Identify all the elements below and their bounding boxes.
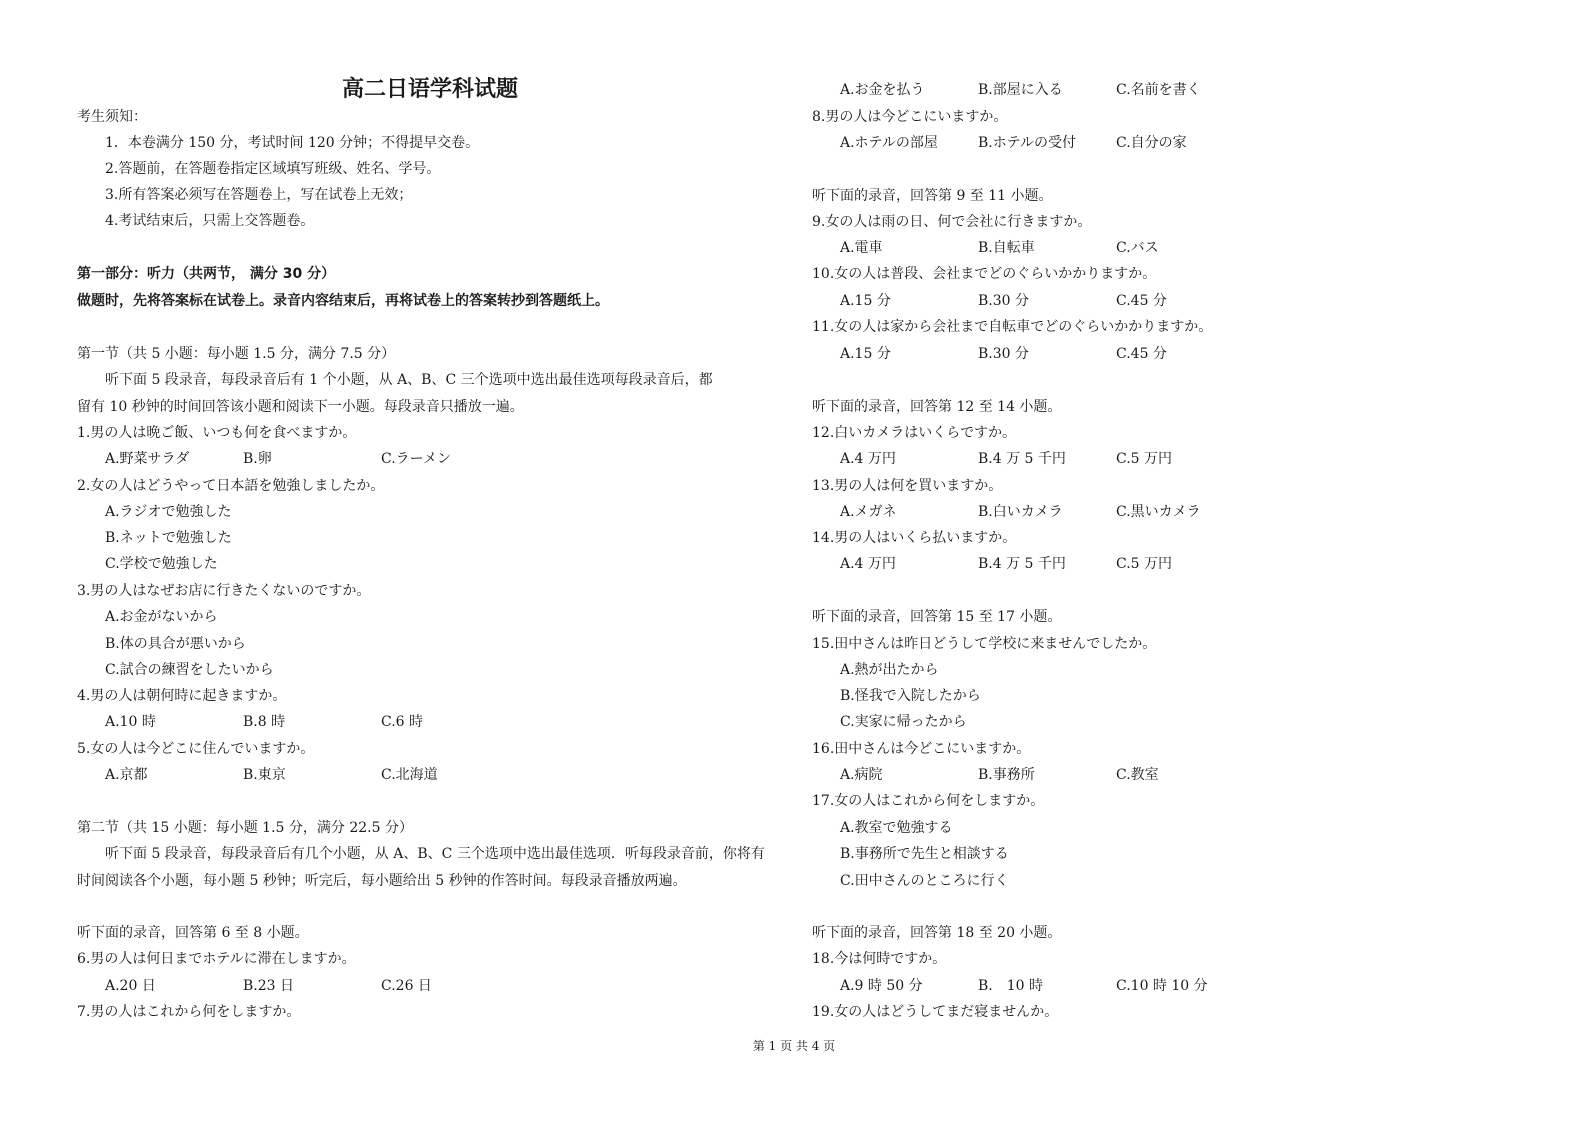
option-c: C.黒いカメラ [1116,504,1201,520]
option-b: B.事務所で先生と相談する [840,846,1009,862]
option-b: B.事務所 [978,767,1035,783]
question-13: 13.男の人は何を買いますか。 [812,478,1003,494]
options-row [812,762,1512,788]
question-10: 10.女の人は普段、会社までどのぐらいかかりますか。 [812,266,1157,282]
question-14: 14.男の人はいくら払いますか。 [812,530,1017,546]
notice-heading: 考生须知： [77,109,147,125]
option-b: B.自転車 [978,240,1035,256]
question-19: 19.女の人はどうしてまだ寝ませんか。 [812,1004,1059,1020]
option-b: B.東京 [243,767,286,783]
part1-instruction: 做题时，先将答案标在试卷上。录音内容结束后，再将试卷上的答案转抄到答题纸上。 [77,293,609,309]
options-row [812,130,1512,156]
question-2: 2.女の人はどうやって日本語を勉強しましたか。 [77,478,385,494]
option-b: B.ネットで勉強した [105,530,232,546]
option-b: B.白いカメラ [978,504,1063,520]
notice-item: 3.所有答案必须写在答题卷上，写在试卷上无效； [105,187,413,203]
question-18: 18.今は何時ですか。 [812,951,947,967]
option-c: C.6 時 [381,714,424,730]
group-heading: 听下面的录音，回答第 12 至 14 小题。 [812,399,1062,415]
part1-heading: 第一部分：听力（共两节， 满分 30 分） [77,266,336,282]
question-3: 3.男の人はなぜお店に行きたくないのですか。 [77,583,371,599]
option-b: B. 10 時 [978,978,1044,994]
option-a: A.病院 [840,767,883,783]
group-heading: 听下面的录音，回答第 6 至 8 小题。 [77,925,309,941]
option-a: A.ホテルの部屋 [840,135,938,151]
options-row [812,973,1512,999]
question-16: 16.田中さんは今どこにいますか。 [812,741,1031,757]
section2-desc: 时间阅读各个小题，每小题 5 秒钟；听完后，每小题给出 5 秒钟的作答时间。每段录音播放两遍。 [77,873,687,889]
options-row [812,288,1512,314]
group-heading: 听下面的录音，回答第 15 至 17 小题。 [812,609,1062,625]
option-c: C.実家に帰ったから [840,714,967,730]
option-a: A.お金がないから [105,609,218,625]
option-a: A.10 時 [105,714,156,730]
option-b: B.23 日 [243,978,295,994]
options-row [812,341,1512,367]
option-b: B.4 万 5 千円 [978,451,1066,467]
page-footer: 第 1 页 共 4 页 [752,1039,836,1053]
option-c: C.試合の練習をしたいから [105,662,274,678]
section1-heading: 第一节（共 5 小题：每小题 1.5 分，满分 7.5 分） [77,346,396,362]
section2-desc: 听下面 5 段录音，每段录音后有几个小题，从 A、B、C 三个选项中选出最佳选项．听每段录音前，你将有 [105,846,765,862]
option-c: C.45 分 [1116,293,1167,309]
question-12: 12.白いカメラはいくらですか。 [812,425,1017,441]
group-heading: 听下面的录音，回答第 9 至 11 小题。 [812,188,1053,204]
option-c: C.26 日 [381,978,432,994]
option-b: B.8 時 [243,714,286,730]
option-b: B.体の具合が悪いから [105,636,246,652]
option-a: A.ラジオで勉強した [105,504,232,520]
option-a: A.9 時 50 分 [840,978,923,994]
option-b: B.卵 [243,451,272,467]
question-4: 4.男の人は朝何時に起きますか。 [77,688,287,704]
option-a: A.お金を払う [840,82,925,98]
question-5: 5.女の人は今どこに住んでいますか。 [77,741,315,757]
option-a: A.4 万円 [840,556,896,572]
question-1: 1.男の人は晩ご飯、いつも何を食べますか。 [77,425,357,441]
option-b: B.30 分 [978,293,1030,309]
option-b: B.ホテルの受付 [978,135,1077,151]
option-c: C.10 時 10 分 [1116,978,1208,994]
option-a: A.熱が出たから [840,662,939,678]
question-17: 17.女の人はこれから何をしますか。 [812,793,1045,809]
page-title: 高二日语学科试题 [342,77,519,102]
options-row [812,499,1512,525]
option-b: B.4 万 5 千円 [978,556,1066,572]
options-row [812,446,1512,472]
option-c: C.45 分 [1116,346,1167,362]
option-b: B.30 分 [978,346,1030,362]
option-c: C.田中さんのところに行く [840,873,1009,889]
notice-item: 4.考试结束后，只需上交答题卷。 [105,213,315,229]
option-b: B.部屋に入る [978,82,1063,98]
option-b: B.怪我で入院したから [840,688,981,704]
option-a: A.電車 [840,240,883,256]
options-row [77,446,777,472]
option-c: C.自分の家 [1116,135,1187,151]
options-row [77,762,777,788]
options-row [812,235,1512,261]
option-a: A.20 日 [105,978,156,994]
notice-item: 2.答题前，在答题卷指定区域填写班级、姓名、学号。 [105,161,441,177]
section2-heading: 第二节（共 15 小题：每小题 1.5 分，满分 22.5 分） [77,820,413,836]
section1-desc: 留有 10 秒钟的时间回答该小题和阅读下一小题。每段录音只播放一遍。 [77,399,524,415]
question-11: 11.女の人は家から会社まで自転車でどのぐらいかかりますか。 [812,319,1213,335]
question-6: 6.男の人は何日までホテルに滞在しますか。 [77,951,356,967]
option-a: A.野菜サラダ [105,451,190,467]
option-c: C.北海道 [381,767,438,783]
option-c: C.学校で勉強した [105,556,218,572]
question-15: 15.田中さんは昨日どうして学校に来ませんでしたか。 [812,636,1157,652]
options-row [77,709,777,735]
option-c: C.名前を書く [1116,82,1201,98]
question-8: 8.男の人は今どこにいますか。 [812,109,1008,125]
options-row [812,77,1512,103]
option-c: C.5 万円 [1116,451,1173,467]
options-row [812,551,1512,577]
option-a: A.京都 [105,767,148,783]
option-a: A.教室で勉強する [840,820,953,836]
option-a: A.15 分 [840,346,891,362]
option-a: A.メガネ [840,504,897,520]
group-heading: 听下面的录音，回答第 18 至 20 小题。 [812,925,1062,941]
option-c: C.バス [1116,240,1159,256]
options-row [77,973,777,999]
option-a: A.15 分 [840,293,891,309]
option-c: C.5 万円 [1116,556,1173,572]
section1-desc: 听下面 5 段录音，每段录音后有 1 个小题，从 A、B、C 三个选项中选出最佳选项每段录音后，都 [105,372,713,388]
question-7: 7.男の人はこれから何をしますか。 [77,1004,301,1020]
option-c: C.教室 [1116,767,1159,783]
question-9: 9.女の人は雨の日、何で会社に行きますか。 [812,214,1092,230]
notice-item: 1．本卷满分 150 分，考试时间 120 分钟；不得提早交卷。 [105,135,480,151]
option-a: A.4 万円 [840,451,896,467]
option-c: C.ラーメン [381,451,451,467]
